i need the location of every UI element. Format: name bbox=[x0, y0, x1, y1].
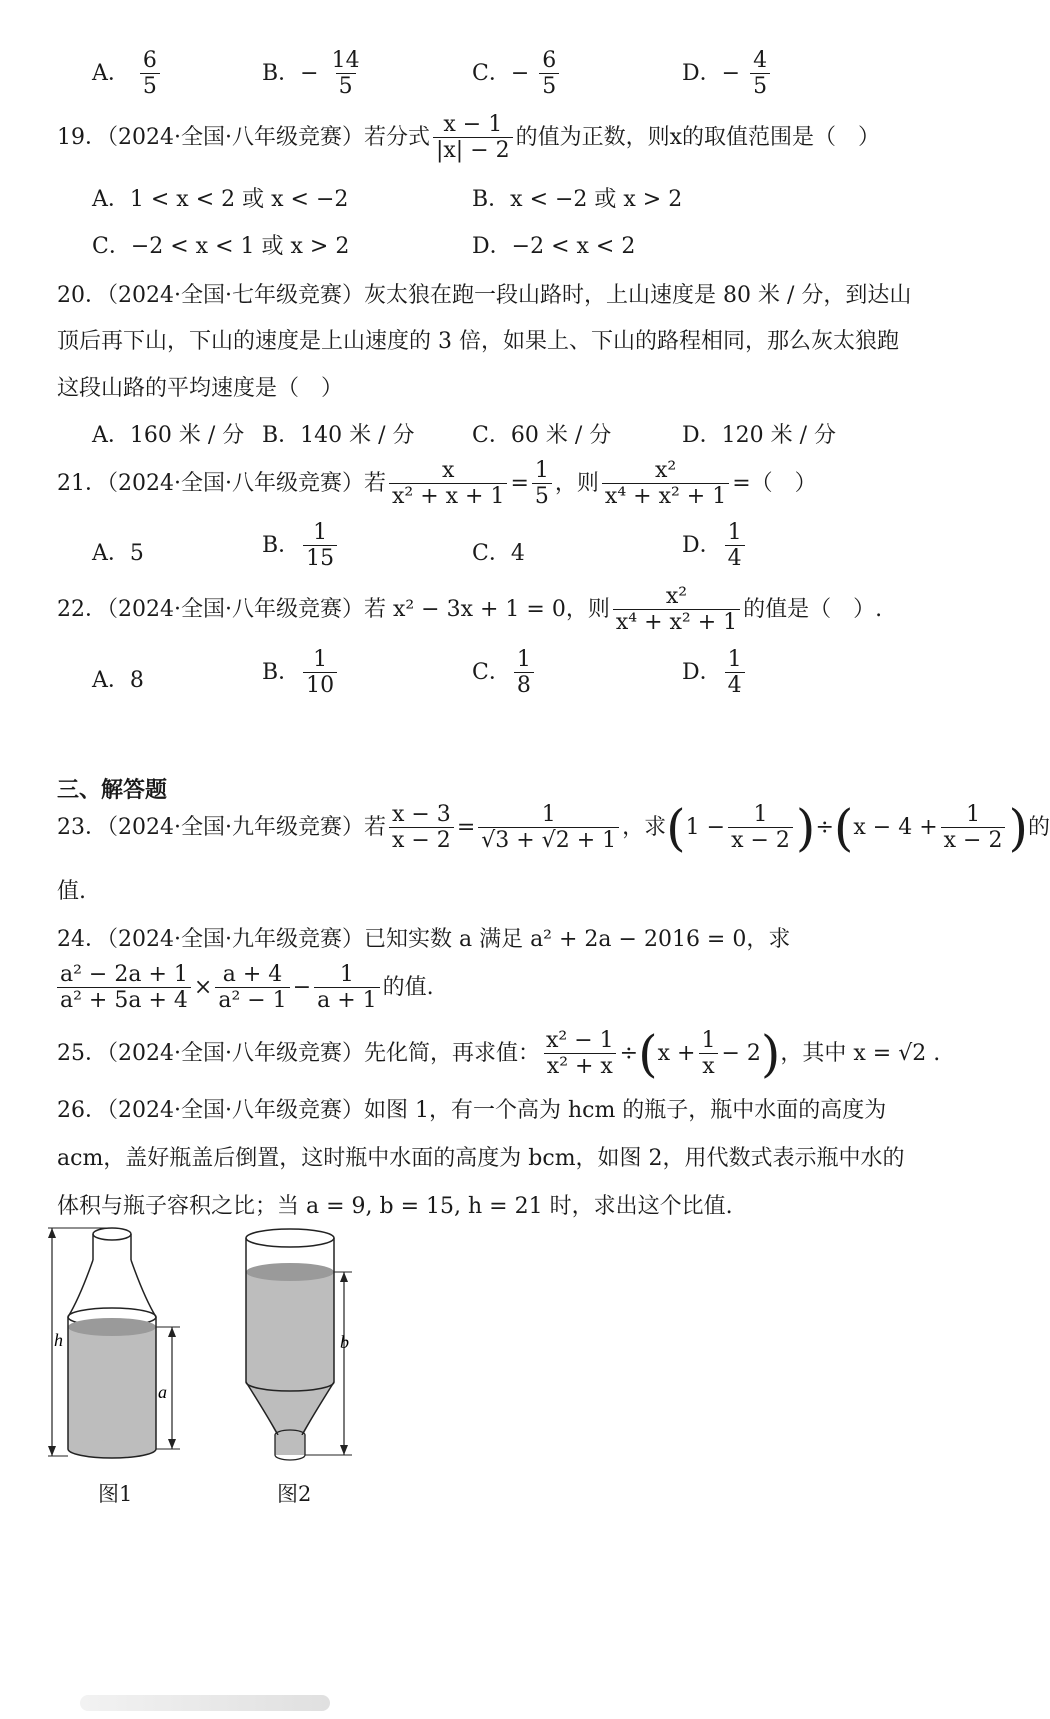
q21-option-d[interactable] bbox=[682, 520, 748, 572]
fraction bbox=[314, 962, 380, 1014]
q25-term: x + bbox=[657, 1040, 696, 1066]
fraction bbox=[602, 458, 729, 510]
option-label: A． bbox=[92, 60, 130, 86]
fraction bbox=[303, 520, 337, 572]
q25-suffix: ，其中 x = √2 . bbox=[780, 1040, 941, 1066]
numerator: 1 bbox=[534, 458, 549, 483]
numerator: 1 bbox=[727, 520, 742, 545]
numerator: 1 bbox=[753, 802, 768, 827]
denominator: x⁴ + x² + 1 bbox=[602, 483, 729, 509]
minus-sign: − bbox=[721, 60, 741, 86]
option-label: B． bbox=[262, 60, 301, 86]
denominator: |x| − 2 bbox=[433, 137, 513, 163]
q22-option-d[interactable] bbox=[682, 647, 748, 699]
numerator: 14 bbox=[331, 48, 360, 73]
q24-expression bbox=[57, 962, 434, 1014]
q21-option-a[interactable]: A．5 bbox=[92, 541, 144, 566]
denominator: 5 bbox=[539, 73, 559, 99]
q18-option-a[interactable] bbox=[92, 48, 163, 100]
q19-suffix: 的值为正数，则x的取值范围是（ ） bbox=[515, 124, 881, 150]
numerator: 1 bbox=[313, 647, 328, 672]
figure-2-bottle bbox=[240, 1222, 370, 1472]
q20-option-c[interactable]: C．60 米 / 分 bbox=[472, 423, 612, 448]
q23-mid: ，求 bbox=[622, 814, 667, 840]
denominator: 5 bbox=[336, 73, 356, 99]
right-paren: ) bbox=[795, 798, 816, 857]
q22-prefix: 22．（2024·全国·八年级竞赛）若 x² − 3x + 1 = 0，则 bbox=[57, 596, 610, 622]
option-label: C． bbox=[472, 659, 511, 685]
right-paren: ) bbox=[1008, 798, 1028, 857]
denominator: x − 2 bbox=[728, 827, 793, 853]
option-label: D． bbox=[682, 659, 722, 685]
label-a: a bbox=[158, 1382, 167, 1402]
fraction bbox=[57, 962, 191, 1014]
minus-sign: − bbox=[300, 60, 319, 86]
numerator: 1 bbox=[339, 962, 354, 987]
left-paren: ( bbox=[638, 1024, 658, 1083]
q20-option-b[interactable]: B．140 米 / 分 bbox=[262, 423, 415, 448]
q23-stem bbox=[57, 798, 1050, 857]
fraction bbox=[725, 647, 745, 699]
denominator: √3 + √2 + 1 bbox=[478, 827, 619, 853]
q23-line-2: 值. bbox=[57, 879, 86, 904]
option-label: B． bbox=[262, 659, 301, 685]
numerator: 1 bbox=[701, 1028, 716, 1053]
divide-sign: ÷ bbox=[619, 1040, 639, 1066]
numerator: 6 bbox=[542, 48, 557, 73]
denominator: x − 2 bbox=[389, 827, 454, 853]
fraction bbox=[215, 962, 289, 1014]
numerator: 1 bbox=[516, 647, 531, 672]
q26-line-3: 体积与瓶子容积之比；当 a = 9, b = 15, h = 21 时，求出这个比值. bbox=[57, 1194, 733, 1219]
q18-option-d[interactable] bbox=[682, 48, 773, 100]
q20-option-a[interactable]: A．160 米 / 分 bbox=[92, 423, 245, 448]
q24-line-1: 24．（2024·全国·九年级竞赛）已知实数 a 满足 a² + 2a − 2016 = 0，求 bbox=[57, 927, 791, 952]
fraction bbox=[433, 112, 513, 164]
q25-term: − 2 bbox=[721, 1040, 761, 1066]
q20-line-2: 顶后再下山，下山的速度是上山速度的 3 倍，如果上、下山的路程相同，那么灰太狼跑 bbox=[57, 329, 899, 354]
fraction bbox=[543, 1028, 617, 1080]
q26-line-2: acm，盖好瓶盖后倒置，这时瓶中水面的高度为 bcm，如图 2，用代数式表示瓶中水的 bbox=[57, 1146, 905, 1171]
numerator: x bbox=[442, 458, 455, 483]
equals-sign: = bbox=[456, 814, 476, 840]
option-label: D． bbox=[682, 532, 722, 558]
q23-term: x − 4 + bbox=[853, 814, 938, 840]
fraction bbox=[532, 458, 552, 510]
fraction bbox=[389, 458, 507, 510]
figure-1-caption: 图1 bbox=[98, 1482, 133, 1506]
q25-stem bbox=[57, 1024, 941, 1083]
q25-prefix: 25．（2024·全国·八年级竞赛）先化简，再求值： bbox=[57, 1040, 540, 1066]
q19-option-b[interactable]: B．x < −2 或 x > 2 bbox=[472, 187, 683, 212]
q21-option-b[interactable] bbox=[262, 520, 340, 572]
numerator: x² bbox=[654, 458, 677, 483]
q26-line-1: 26．（2024·全国·八年级竞赛）如图 1，有一个高为 hcm 的瓶子，瓶中水面的高度为 bbox=[57, 1098, 887, 1123]
denominator: x² + x bbox=[544, 1053, 616, 1079]
q19-option-d[interactable]: D．−2 < x < 2 bbox=[472, 234, 636, 259]
q22-option-a[interactable]: A．8 bbox=[92, 668, 144, 693]
water-surface bbox=[68, 1318, 156, 1336]
footer-strip bbox=[80, 1695, 330, 1711]
numerator: 4 bbox=[753, 48, 768, 73]
numerator: x − 1 bbox=[443, 112, 503, 137]
q23-prefix: 23．（2024·全国·九年级竞赛）若 bbox=[57, 814, 386, 840]
fraction bbox=[613, 584, 740, 636]
left-paren: ( bbox=[666, 798, 686, 857]
fraction bbox=[303, 647, 337, 699]
label-b: b bbox=[340, 1332, 349, 1352]
numerator: 6 bbox=[142, 48, 157, 73]
numerator: 1 bbox=[541, 802, 556, 827]
left-paren: ( bbox=[833, 798, 854, 857]
fraction bbox=[725, 520, 745, 572]
figure-2-caption: 图2 bbox=[277, 1482, 312, 1506]
q21-option-c[interactable]: C．4 bbox=[472, 541, 525, 566]
fraction bbox=[389, 802, 454, 854]
denominator: x² + x + 1 bbox=[389, 483, 507, 509]
fraction bbox=[478, 802, 619, 854]
q22-stem bbox=[57, 584, 882, 636]
equals-sign: = bbox=[510, 470, 529, 496]
label-h: h bbox=[54, 1330, 63, 1350]
numerator: 1 bbox=[966, 802, 981, 827]
q23-suffix: 的 bbox=[1028, 814, 1050, 840]
numerator: a² − 2a + 1 bbox=[60, 962, 188, 987]
q24-suffix: 的值. bbox=[382, 974, 434, 1000]
denominator: 5 bbox=[140, 73, 160, 99]
water-surface bbox=[246, 1263, 334, 1281]
q22-option-b[interactable] bbox=[262, 647, 340, 699]
denominator: 4 bbox=[725, 672, 745, 698]
denominator: 5 bbox=[750, 73, 770, 99]
denominator: a² − 1 bbox=[215, 987, 289, 1013]
section-title: 三、解答题 bbox=[57, 778, 168, 803]
q19-option-c[interactable]: C．−2 < x < 1 或 x > 2 bbox=[92, 234, 350, 259]
numerator: x² − 1 bbox=[545, 1028, 614, 1053]
fraction bbox=[750, 48, 770, 100]
water-fill bbox=[68, 1327, 156, 1449]
q21-stem bbox=[57, 458, 817, 510]
numerator: x − 3 bbox=[391, 802, 451, 827]
fraction bbox=[539, 48, 559, 100]
q19-option-a[interactable]: A．1 < x < 2 或 x < −2 bbox=[92, 187, 349, 212]
denominator: 4 bbox=[725, 545, 745, 571]
denominator: x⁴ + x² + 1 bbox=[613, 609, 740, 635]
numerator: a + 4 bbox=[222, 962, 283, 987]
denominator: 8 bbox=[514, 672, 534, 698]
minus-sign: − bbox=[292, 974, 312, 1000]
option-label: C． bbox=[472, 60, 511, 86]
denominator: 5 bbox=[532, 483, 552, 509]
option-label: B． bbox=[262, 532, 301, 558]
q19-prefix: 19．（2024·全国·八年级竞赛）若分式 bbox=[57, 124, 430, 150]
denominator: 10 bbox=[303, 672, 337, 698]
fraction bbox=[698, 1028, 718, 1080]
denominator: 15 bbox=[303, 545, 337, 571]
q21-prefix: 21．（2024·全国·八年级竞赛）若 bbox=[57, 470, 386, 496]
denominator: a + 1 bbox=[314, 987, 380, 1013]
q21-mid: ，则 bbox=[554, 470, 599, 496]
q21-suffix: =（ ） bbox=[732, 470, 817, 496]
q20-line-3: 这段山路的平均速度是（ ） bbox=[57, 376, 344, 401]
fraction bbox=[514, 647, 534, 699]
q18-option-b[interactable] bbox=[262, 48, 366, 100]
water-fill bbox=[246, 1272, 334, 1382]
fraction bbox=[941, 802, 1006, 854]
fraction bbox=[140, 48, 160, 100]
option-label: D． bbox=[682, 60, 722, 86]
q22-suffix: 的值是（ ）. bbox=[743, 596, 883, 622]
denominator: a² + 5a + 4 bbox=[57, 987, 191, 1013]
fraction bbox=[329, 48, 363, 100]
denominator: x − 2 bbox=[941, 827, 1006, 853]
numerator: 1 bbox=[313, 520, 328, 545]
figure-1-bottle bbox=[40, 1222, 190, 1472]
fraction bbox=[728, 802, 793, 854]
minus-sign: − bbox=[510, 60, 530, 86]
divide-sign: ÷ bbox=[815, 814, 834, 840]
numerator: 1 bbox=[727, 647, 742, 672]
q20-line-1: 20．（2024·全国·七年级竞赛）灰太狼在跑一段山路时，上山速度是 80 米 / 分，到达山 bbox=[57, 283, 912, 308]
q18-option-c[interactable] bbox=[472, 48, 562, 100]
times-sign: × bbox=[193, 974, 213, 1000]
q19-stem bbox=[57, 112, 880, 164]
q22-option-c[interactable] bbox=[472, 647, 537, 699]
q23-term: 1 − bbox=[685, 814, 726, 840]
right-paren: ) bbox=[760, 1024, 781, 1083]
numerator: x² bbox=[665, 584, 688, 609]
denominator: x bbox=[699, 1053, 717, 1079]
q20-option-d[interactable]: D．120 米 / 分 bbox=[682, 423, 837, 448]
